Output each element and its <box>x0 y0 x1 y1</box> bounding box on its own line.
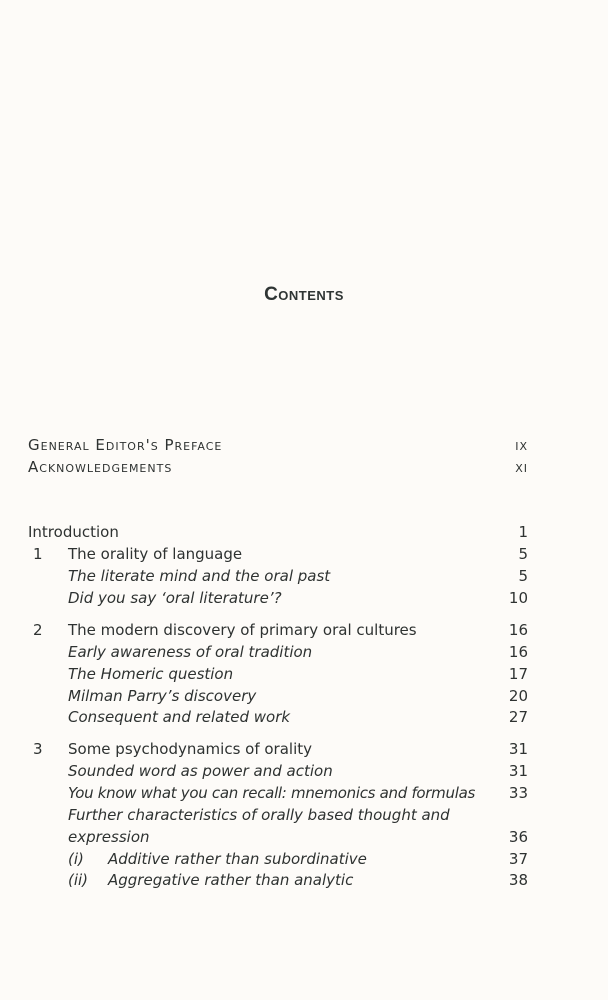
subsection-title: Aggregative rather than analytic <box>108 871 354 889</box>
subsection-title: Additive rather than subordinative <box>108 850 367 868</box>
toc-chapter-1[interactable] <box>28 543 528 565</box>
chapter-title: The modern discovery of primary oral cultures <box>68 621 417 639</box>
toc-section[interactable] <box>28 706 528 728</box>
section-title: You know what you can recall: mnemonics and formulas <box>68 784 475 802</box>
toc-subsection[interactable] <box>28 848 528 870</box>
page-title: Contents <box>264 284 344 305</box>
section-title: Early awareness of oral tradition <box>68 643 313 661</box>
chapter-number: 2 <box>33 621 43 639</box>
section-title: The Homeric question <box>68 665 234 683</box>
entry-page: 27 <box>508 708 528 726</box>
entry-page: 36 <box>508 828 528 846</box>
entry-page: 5 <box>518 567 528 585</box>
entry-title: Acknowledgements <box>28 458 173 476</box>
entry-page: 37 <box>508 850 528 868</box>
toc-section[interactable] <box>28 804 528 826</box>
toc-chapter-2[interactable] <box>28 619 528 641</box>
toc-chapter-3[interactable] <box>28 738 528 760</box>
entry-title: Introduction <box>28 523 119 541</box>
section-title: Consequent and related work <box>68 708 291 726</box>
toc-section[interactable] <box>28 685 528 707</box>
toc-entry-acknowledgements[interactable] <box>28 456 528 478</box>
subsection-marker: (i) <box>68 850 84 868</box>
toc-section[interactable] <box>28 565 528 587</box>
entry-page: xi <box>515 458 528 476</box>
toc-entry-preface[interactable] <box>28 434 528 456</box>
toc-section[interactable] <box>28 782 528 804</box>
chapter-number: 3 <box>33 740 43 758</box>
entry-page: ix <box>515 436 528 454</box>
section-title: Sounded word as power and action <box>68 762 333 780</box>
toc-subsection[interactable] <box>28 869 528 891</box>
entry-page: 33 <box>508 784 528 802</box>
chapter-title: The orality of language <box>68 545 243 563</box>
entry-page: 38 <box>508 871 528 889</box>
section-title-line1: Further characteristics of orally based thought and <box>68 806 450 824</box>
section-title-line2: expression <box>68 828 150 846</box>
entry-page: 17 <box>508 665 528 683</box>
entry-page: 20 <box>508 687 528 705</box>
section-title: The literate mind and the oral past <box>68 567 331 585</box>
toc-section-continued[interactable] <box>28 826 528 848</box>
chapter-number: 1 <box>33 545 43 563</box>
entry-page: 16 <box>508 643 528 661</box>
entry-page: 16 <box>508 621 528 639</box>
entry-page: 1 <box>518 523 528 541</box>
section-title: Did you say ‘oral literature’? <box>68 589 282 607</box>
subsection-marker: (ii) <box>68 871 89 889</box>
toc-section[interactable] <box>28 663 528 685</box>
entry-page: 31 <box>508 740 528 758</box>
entry-page: 5 <box>518 545 528 563</box>
section-title: Milman Parry’s discovery <box>68 687 257 705</box>
toc-section[interactable] <box>28 641 528 663</box>
entry-title: General Editor's Preface <box>28 436 223 454</box>
chapter-title: Some psychodynamics of orality <box>68 740 313 758</box>
toc-section[interactable] <box>28 587 528 609</box>
toc-section[interactable] <box>28 760 528 782</box>
entry-page: 31 <box>508 762 528 780</box>
toc-entry-introduction[interactable] <box>28 521 528 543</box>
entry-page: 10 <box>508 589 528 607</box>
